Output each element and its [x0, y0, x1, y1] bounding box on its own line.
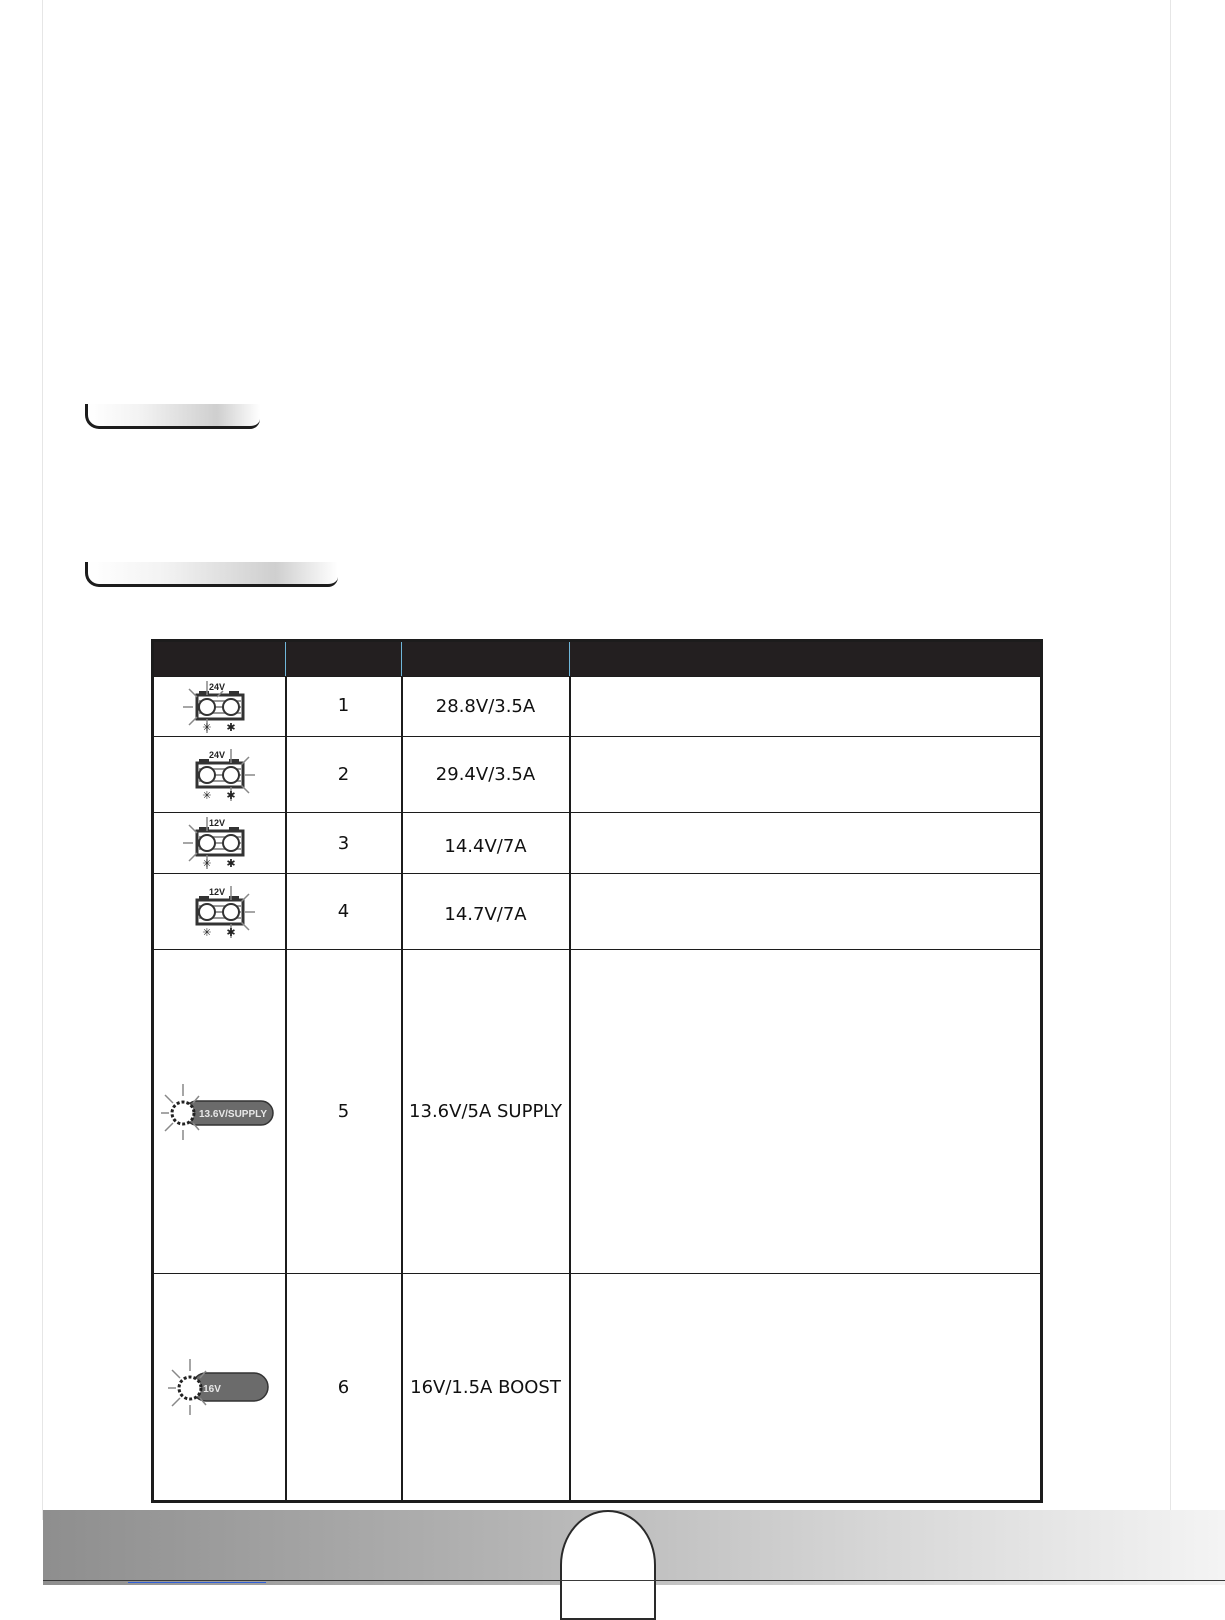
output-cell: 14.7V/7A [402, 874, 570, 950]
boost-led-icon [168, 1357, 284, 1417]
mode-cell: 5 [286, 950, 402, 1274]
svg-text:✳: ✳ [202, 857, 212, 870]
description-cell [570, 1274, 1042, 1502]
battery-voltage-label: 24V [209, 681, 226, 692]
svg-text:✱: ✱ [226, 788, 236, 802]
header-indicator [153, 641, 286, 677]
section-heading-tab-2 [85, 562, 338, 587]
mode-cell: 6 [286, 1274, 402, 1502]
table-row [153, 737, 1042, 813]
12v-left-led-icon [179, 815, 259, 871]
indicator-cell [153, 737, 286, 813]
supply-led-icon [161, 1082, 277, 1142]
24v-left-led-icon [179, 679, 259, 735]
charging-modes-table [151, 639, 1043, 1503]
description-cell [570, 813, 1042, 874]
supply-pill-label: 13.6V/SUPPLY [199, 1108, 268, 1120]
header-description [570, 641, 1042, 677]
svg-text:✳: ✳ [202, 788, 212, 802]
battery-voltage-label: 24V [209, 749, 226, 760]
table-row [153, 874, 1042, 950]
table-header-row [153, 641, 1042, 677]
svg-text:✱: ✱ [226, 857, 236, 870]
header-output [402, 641, 570, 677]
page-border-right [1170, 0, 1171, 1520]
table-row [153, 1274, 1042, 1502]
indicator-cell [153, 813, 286, 874]
output-cell: 13.6V/5A SUPPLY [402, 950, 570, 1274]
page-border-left [42, 0, 43, 1520]
header-mode [286, 641, 402, 677]
mode-cell: 3 [286, 813, 402, 874]
page-number-arc [560, 1510, 656, 1620]
description-cell [570, 737, 1042, 813]
description-cell [570, 874, 1042, 950]
svg-text:✳: ✳ [202, 720, 212, 734]
indicator-cell [153, 950, 286, 1274]
indicator-cell [153, 874, 286, 950]
output-cell: 14.4V/7A [402, 813, 570, 874]
description-cell [570, 677, 1042, 737]
table-row [153, 950, 1042, 1274]
mode-cell: 2 [286, 737, 402, 813]
mode-cell: 1 [286, 677, 402, 737]
svg-text:✱: ✱ [226, 925, 236, 939]
output-cell: 29.4V/3.5A [402, 737, 570, 813]
section-heading-tab-1 [85, 404, 260, 429]
indicator-cell [153, 1274, 286, 1502]
footer-baseline [43, 1580, 1225, 1581]
table-row [153, 813, 1042, 874]
boost-pill-label: 16V [203, 1384, 221, 1395]
table-row [153, 677, 1042, 737]
description-cell [570, 950, 1042, 1274]
indicator-cell [153, 677, 286, 737]
output-cell: 16V/1.5A BOOST [402, 1274, 570, 1502]
output-cell: 28.8V/3.5A [402, 677, 570, 737]
battery-voltage-label: 12V [209, 886, 226, 897]
mode-cell: 4 [286, 874, 402, 950]
svg-text:✳: ✳ [202, 925, 212, 939]
svg-text:✱: ✱ [226, 720, 236, 734]
12v-right-led-icon [179, 884, 259, 940]
24v-right-led-icon [179, 747, 259, 803]
battery-voltage-label: 12V [209, 818, 226, 828]
